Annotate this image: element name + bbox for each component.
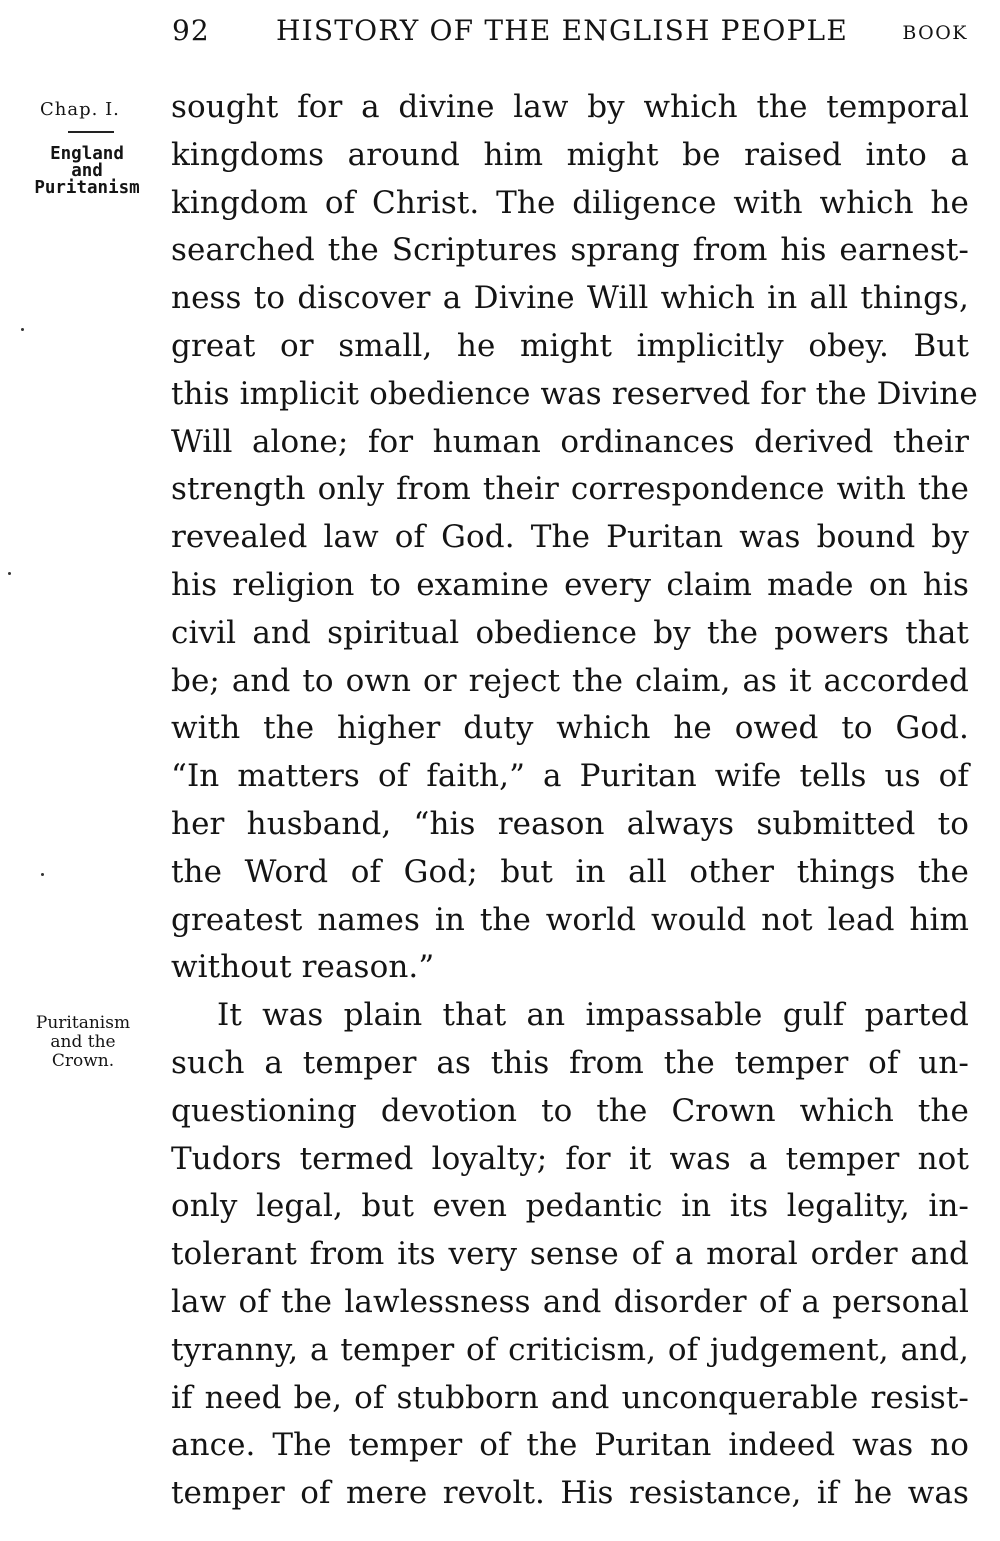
text-line: civil and spiritual obedience by the powers that <box>171 614 969 651</box>
margin-heading-puritanism-and-the-crown <box>18 1014 148 1071</box>
text-line: her husband, “his reason always submitted to <box>171 805 969 842</box>
text-line: ness to discover a Divine Will which in all things, <box>171 280 969 317</box>
print-speck <box>21 328 24 331</box>
margin-heading-line: Puritanism <box>34 178 140 198</box>
print-speck <box>8 572 11 575</box>
text-line: law of the lawlessness and disorder of a personal <box>171 1283 969 1320</box>
running-title: HISTORY OF THE ENGLISH PEOPLE <box>276 14 848 47</box>
text-line: strength only from their correspondence with the <box>171 471 969 508</box>
text-line: such a temper as this from the temper of un- <box>171 1044 969 1081</box>
text-line: searched the Scriptures sprang from his earnest- <box>171 232 969 269</box>
page-number: 92 <box>172 14 210 47</box>
text-line: kingdom of Christ. The diligence with which he <box>171 184 969 221</box>
text-line: be; and to own or reject the claim, as it accorded <box>171 662 969 699</box>
text-line: sought for a divine law by which the temporal <box>171 89 969 125</box>
book-label: BOOK <box>902 22 968 44</box>
chapter-label: Chap. I. <box>40 99 120 120</box>
text-line: temper of mere revolt. His resistance, if he was <box>171 1475 969 1512</box>
chapter-divider <box>68 131 114 133</box>
margin-heading-line: Puritanism <box>35 1013 131 1033</box>
text-line-paragraph-start: It was plain that an impassable gulf parted <box>217 997 969 1034</box>
text-line: the Word of God; but in all other things the <box>171 853 969 890</box>
text-line: only legal, but even pedantic in its legality, in- <box>171 1188 969 1225</box>
text-line: ance. The temper of the Puritan indeed was no <box>171 1427 969 1464</box>
text-line: “In matters of faith,” a Puritan wife tells us of <box>171 758 969 795</box>
text-line: questioning devotion to the Crown which the <box>171 1092 969 1129</box>
text-line: kingdoms around him might be raised into a <box>171 136 969 173</box>
margin-heading-england-and-puritanism <box>14 146 160 197</box>
text-line: revealed law of God. The Puritan was bound by <box>171 519 969 556</box>
text-line: great or small, he might implicitly obey. But <box>171 327 969 364</box>
text-line: tolerant from its very sense of a moral order and <box>171 1236 969 1273</box>
margin-heading-line: and <box>71 161 103 181</box>
print-speck <box>41 873 44 876</box>
text-line: with the higher duty which he owed to God. <box>171 710 969 747</box>
text-line-paragraph-end: without reason.” <box>171 949 435 986</box>
margin-heading-line: Crown. <box>51 1051 115 1071</box>
text-line: if need be, of stubborn and unconquerable resist- <box>171 1379 969 1416</box>
text-line: his religion to examine every claim made on his <box>171 566 969 603</box>
text-line: greatest names in the world would not lead him <box>171 901 969 938</box>
text-line: tyranny, a temper of criticism, of judgement, and, <box>171 1331 969 1368</box>
running-header <box>0 14 1000 54</box>
text-line: Will alone; for human ordinances derived their <box>171 423 969 460</box>
margin-heading-line: England <box>50 144 124 164</box>
text-line: Tudors termed loyalty; for it was a temper not <box>171 1140 969 1177</box>
body-text <box>171 84 978 1518</box>
margin-heading-line: and the <box>50 1032 116 1052</box>
text-line: this implicit obedience was reserved for the Divine <box>171 375 978 412</box>
